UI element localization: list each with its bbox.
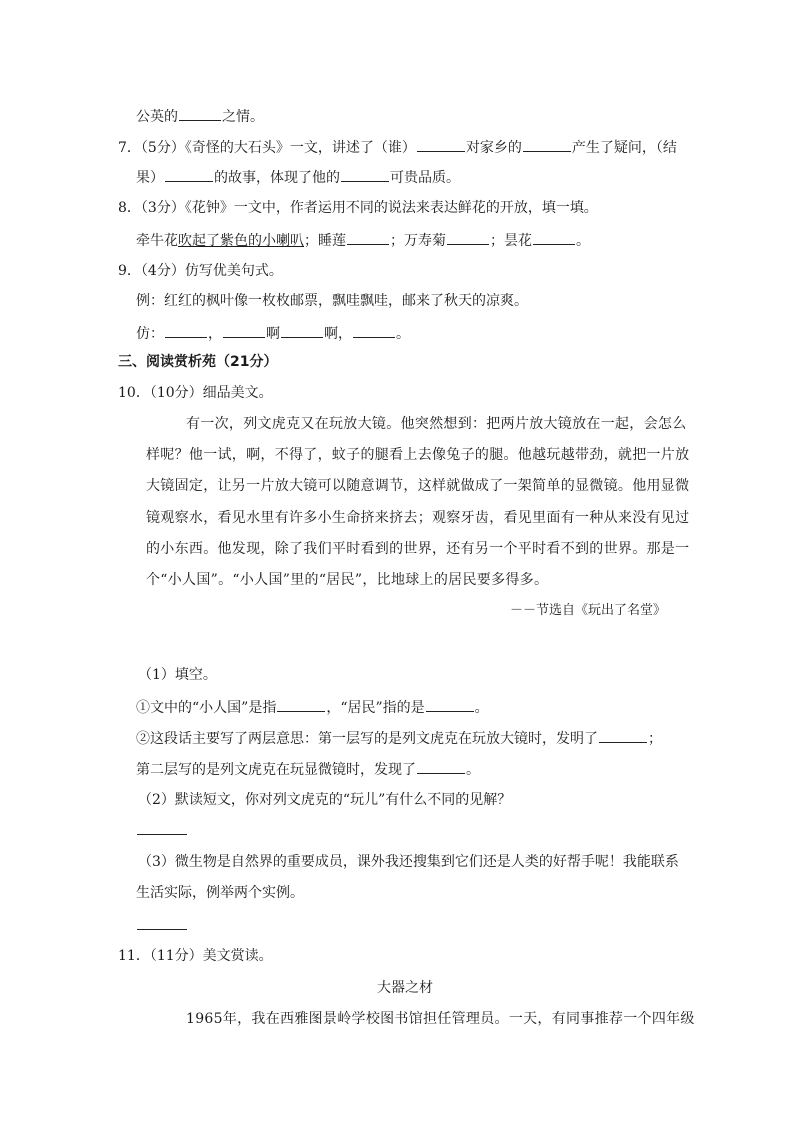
q8-text: ；睡莲 — [304, 233, 346, 249]
q10-sub1: （1）填空。 — [138, 667, 217, 683]
answer-blank[interactable] — [137, 834, 187, 835]
section-title: 三、阅读赏析苑（21分） — [118, 354, 278, 370]
q9-example: 例：红红的枫叶像一枚枚邮票，飘哇飘哇，邮来了秋天的凉爽。 — [136, 293, 528, 309]
q7-text: 对家乡的 — [465, 140, 522, 156]
passage-line: 的小东西。他发现，除了我们平时看到的世界，还有另一个平时看不到的世界。那是一 — [146, 541, 690, 557]
passage-line: 1965年，我在西雅图景岭学校图书馆担任管理员。一天，有同事推荐一个四年级 — [186, 1011, 695, 1027]
q8-text: ；昙花 — [490, 233, 532, 249]
q10-sub2: （2）默读短文，你对列文虎克的“玩儿”有什么不同的见解？ — [138, 792, 512, 808]
answer-blank[interactable] — [277, 696, 325, 712]
q10-text: ，“居民”指的是 — [326, 700, 425, 716]
q7-text: 产生了疑问，（结 — [571, 140, 677, 156]
answer-blank[interactable] — [417, 136, 465, 152]
passage-line: 有一次，列文虎克又在玩放大镜。他突然想到：把两片放大镜放在一起，会怎么 — [186, 416, 687, 432]
q9-text: 仿： — [136, 326, 164, 342]
q10-sub1-2 — [136, 727, 662, 749]
answer-blank[interactable] — [223, 322, 265, 338]
q11-heading: 11．（11分）美文赏读。 — [118, 948, 273, 964]
q10-sub3-line2: 生活实际，例举两个实例。 — [136, 885, 304, 901]
q8-line-1: 8．（3分）《花钟》一文中，作者运用不同的说法来表达鲜花的开放，填一填。 — [118, 200, 598, 216]
answer-blank[interactable] — [341, 166, 389, 182]
q10-sub1-1 — [136, 696, 489, 718]
q9-fang-line — [136, 322, 410, 344]
q7-text: 可贵品质。 — [390, 170, 460, 186]
answer-blank[interactable] — [447, 229, 489, 245]
answer-blank[interactable] — [417, 758, 465, 774]
q10-text: 。 — [466, 762, 480, 778]
passage-line: 样呢？他一试，啊，不得了，蚊子的腿看上去像兔子的腿。他越玩越带劲，就把一片放 — [146, 447, 690, 463]
passage-line: 镜观察水，看见水里有许多小生命挤来挤去；观察牙齿，看见里面有一种从来没有见过 — [146, 510, 690, 526]
q9-text: 。 — [396, 326, 410, 342]
q8-text: 。 — [576, 233, 590, 249]
answer-blank[interactable] — [165, 322, 207, 338]
q7-text: 的故事，体现了他的 — [214, 170, 340, 186]
q8-underlined-example: 吹起了紫色的小喇叭 — [178, 233, 304, 249]
q9-line-1: 9．（4分）仿写优美句式。 — [118, 263, 283, 279]
answer-blank[interactable] — [599, 727, 647, 743]
q8-line-2 — [136, 229, 590, 251]
q10-sub3-line1: （3）微生物是自然界的重要成员，课外我还搜集到它们还是人类的好帮手呢！我能联系 — [138, 854, 679, 870]
q7-text: 果） — [136, 170, 164, 186]
answer-blank[interactable] — [165, 166, 213, 182]
passage-source: －－节选自《玩出了名堂》 — [510, 603, 667, 618]
q11-passage-title: 大器之材 — [377, 980, 433, 996]
answer-blank[interactable] — [137, 929, 187, 930]
q6-text-b: 之情。 — [222, 109, 264, 125]
q9-text: 啊 — [266, 326, 280, 342]
q10-sub1-2b — [136, 758, 480, 780]
q6-text-a: 公英的 — [136, 109, 178, 125]
q10-text: 第二层写的是列文虎克在玩显微镜时，发现了 — [136, 762, 416, 778]
q7-line-2 — [136, 166, 460, 188]
answer-blank[interactable] — [426, 696, 474, 712]
passage-line: 大镜固定，让另一片放大镜可以随意调节，这样就做成了一架简单的显微镜。他用显微 — [146, 478, 690, 494]
answer-blank[interactable] — [523, 136, 571, 152]
q10-text: ①文中的“小人国”是指 — [136, 700, 277, 716]
q7-text: 7．（5分）《奇怪的大石头》一文，讲述了（谁） — [118, 140, 416, 156]
q7-line-1 — [118, 136, 677, 158]
answer-blank[interactable] — [533, 229, 575, 245]
q6-tail-line — [136, 105, 264, 127]
q9-text: ， — [208, 326, 222, 342]
answer-blank[interactable] — [353, 322, 395, 338]
q10-heading: 10．（10分）细品美文。 — [118, 385, 273, 401]
q10-text: 。 — [474, 700, 489, 716]
q8-text: ；万寿菊 — [390, 233, 446, 249]
passage-line: 个“小人国”。“小人国”里的“居民”，比地球上的居民要多得多。 — [146, 572, 549, 588]
q10-text: ②这段话主要写了两层意思：第一层写的是列文虎克在玩放大镜时，发明了 — [136, 731, 598, 747]
q9-text: 啊， — [324, 326, 352, 342]
answer-blank[interactable] — [179, 105, 221, 121]
q8-text: 牵牛花 — [136, 233, 178, 249]
answer-blank[interactable] — [281, 322, 323, 338]
q10-text: ； — [648, 731, 662, 747]
answer-blank[interactable] — [347, 229, 389, 245]
